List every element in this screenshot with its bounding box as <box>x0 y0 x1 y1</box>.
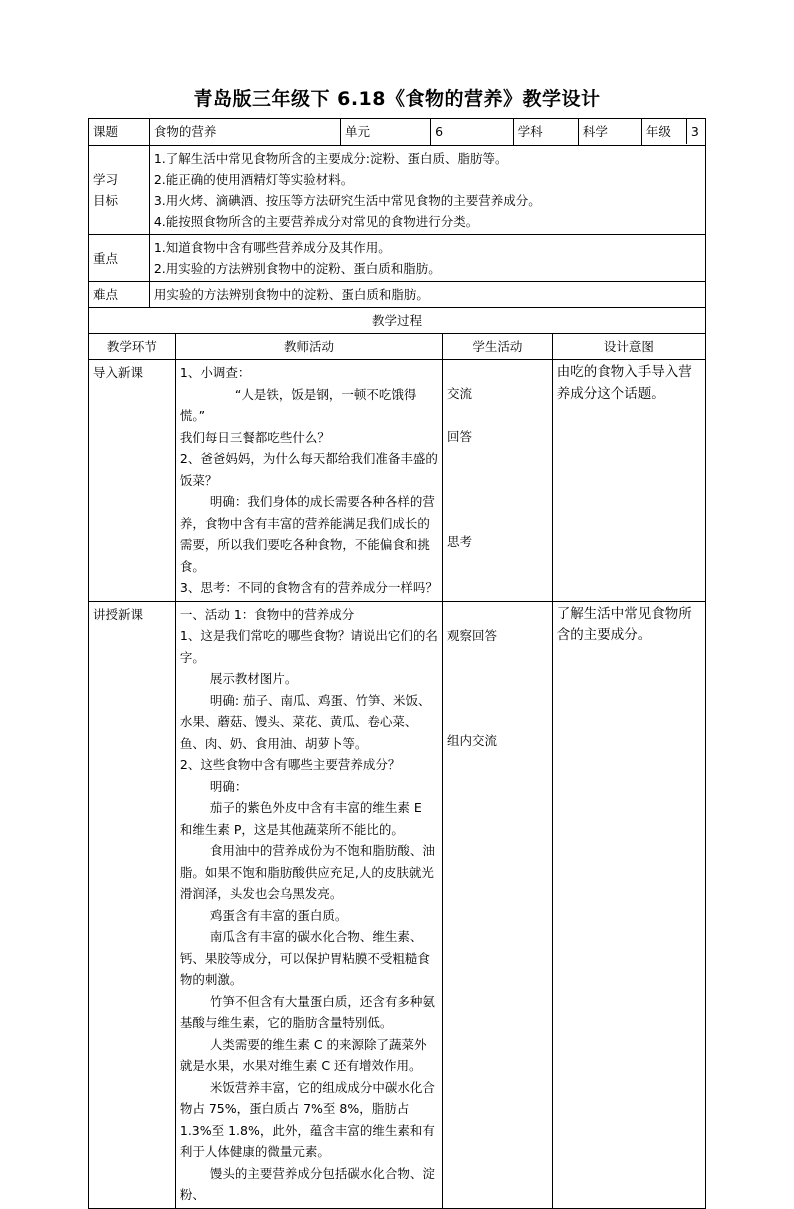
goals-label: 学习 目标 <box>89 146 150 235</box>
lesson-row <box>89 601 706 1208</box>
lesson-stage: 讲授新课 <box>89 601 176 1208</box>
goals-row <box>89 146 706 235</box>
column-intent: 设计意图 <box>552 334 705 360</box>
column-teacher: 教师活动 <box>175 334 442 360</box>
intro-intent: 由吃的食物入手导入营养成分这个话题。 <box>552 360 705 602</box>
intro-student: 交流 回答 思考 <box>443 360 553 602</box>
lesson-intent: 了解生活中常见食物所含的主要成分。 <box>552 601 705 1208</box>
unit-value: 6 <box>431 119 514 146</box>
subject-value: 科学 <box>578 119 641 146</box>
key-points-row <box>89 235 706 282</box>
intro-row <box>89 360 706 602</box>
goal-item: 4.能按照食物所含的主要营养成分对常见的食物进行分类。 <box>153 214 479 229</box>
unit-label: 单元 <box>340 119 430 146</box>
document-title: 青岛版三年级下 6.18《食物的营养》教学设计 <box>193 88 601 110</box>
topic-label: 课题 <box>89 119 150 146</box>
header-row <box>89 119 706 146</box>
difficulty-row <box>89 282 706 308</box>
lesson-plan-table <box>88 118 706 1209</box>
process-title-row <box>89 308 706 334</box>
topic-value: 食物的营养 <box>149 119 340 146</box>
key-point-item: 2.用实验的方法辨别食物中的淀粉、蛋白质和脂肪。 <box>153 261 441 276</box>
goal-item: 1.了解生活中常见食物所含的主要成分:淀粉、蛋白质、脂肪等。 <box>153 151 508 166</box>
goal-item: 3.用火烤、滴碘酒、按压等方法研究生活中常见食物的主要营养成分。 <box>153 193 541 208</box>
grade-cell <box>641 119 705 146</box>
column-stage: 教学环节 <box>89 334 176 360</box>
column-student: 学生活动 <box>443 334 553 360</box>
difficulty-label: 难点 <box>89 282 150 308</box>
column-header-row <box>89 334 706 360</box>
goals-content <box>149 146 705 235</box>
lesson-teacher: 一、活动 1：食物中的营养成分 1、这是我们常吃的哪些食物？请说出它们的名字。 展示教材图片。 明确: 茄子、南瓜、鸡蛋、竹笋、米饭、水果、蘑菇、馒头、菜花、黄瓜、卷心菜、鱼、肉、奶、食用油、胡萝卜等。 2、这些食物中含有哪些主要营养成分？ 明确： 茄子的紫色外皮中含有丰富的维生素 E 和维生素 P，这是其他蔬菜所不能比的。 食用油中的营养成份为不饱和脂肪酸、油脂。如果不饱和脂肪酸供应充足,人的皮肤就光滑润泽，头发也会乌黑发亮。 鸡蛋含有丰富的蛋白质。 南瓜含有丰富的碳水化合物、维生素、钙、果胶等成分，可以保护胃粘膜不受粗糙食物的刺激。 竹笋不但含有大量蛋白质，还含有多种氨基酸与维生素，它的脂肪含量特别低。 人类需要的维生素 C 的来源除了蔬菜外就是水果，水果对维生素 C 还有增效作用。 米饭营养丰富，它的组成成分中碳水化合物占 75%，蛋白质占 7%至 8%，脂肪占 1.3%至 1.8%，此外，蕴含丰富的维生素和有利于人体健康的微量元素。 馒头的主要营养成分包括碳水化合物、淀粉、 <box>175 601 442 1208</box>
process-title: 教学过程 <box>89 308 706 334</box>
goal-item: 2.能正确的使用酒精灯等实验材料。 <box>153 172 354 187</box>
grade-value: 3 <box>690 124 699 139</box>
intro-teacher: 1、小调查： “人是铁，饭是钢，一顿不吃饿得慌。” 我们每日三餐都吃些什么？ 2、爸爸妈妈，为什么每天都给我们准备丰盛的饭菜？ 明确：我们身体的成长需要各种各样的营养，食物中含有丰富的营养能满足我们成长的需要，所以我们要吃各种食物，不能偏食和挑食。 3、思考：不同的食物含有的营养成分一样吗？ <box>175 360 442 602</box>
intro-stage: 导入新课 <box>89 360 176 602</box>
grade-label: 年级 <box>642 119 687 144</box>
subject-label: 学科 <box>513 119 578 146</box>
key-point-item: 1.知道食物中含有哪些营养成分及其作用。 <box>153 240 391 255</box>
difficulty-content: 用实验的方法辨别食物中的淀粉、蛋白质和脂肪。 <box>149 282 705 308</box>
key-points-content <box>149 235 705 282</box>
key-points-label: 重点 <box>89 235 150 282</box>
lesson-student: 观察回答 组内交流 <box>443 601 553 1208</box>
